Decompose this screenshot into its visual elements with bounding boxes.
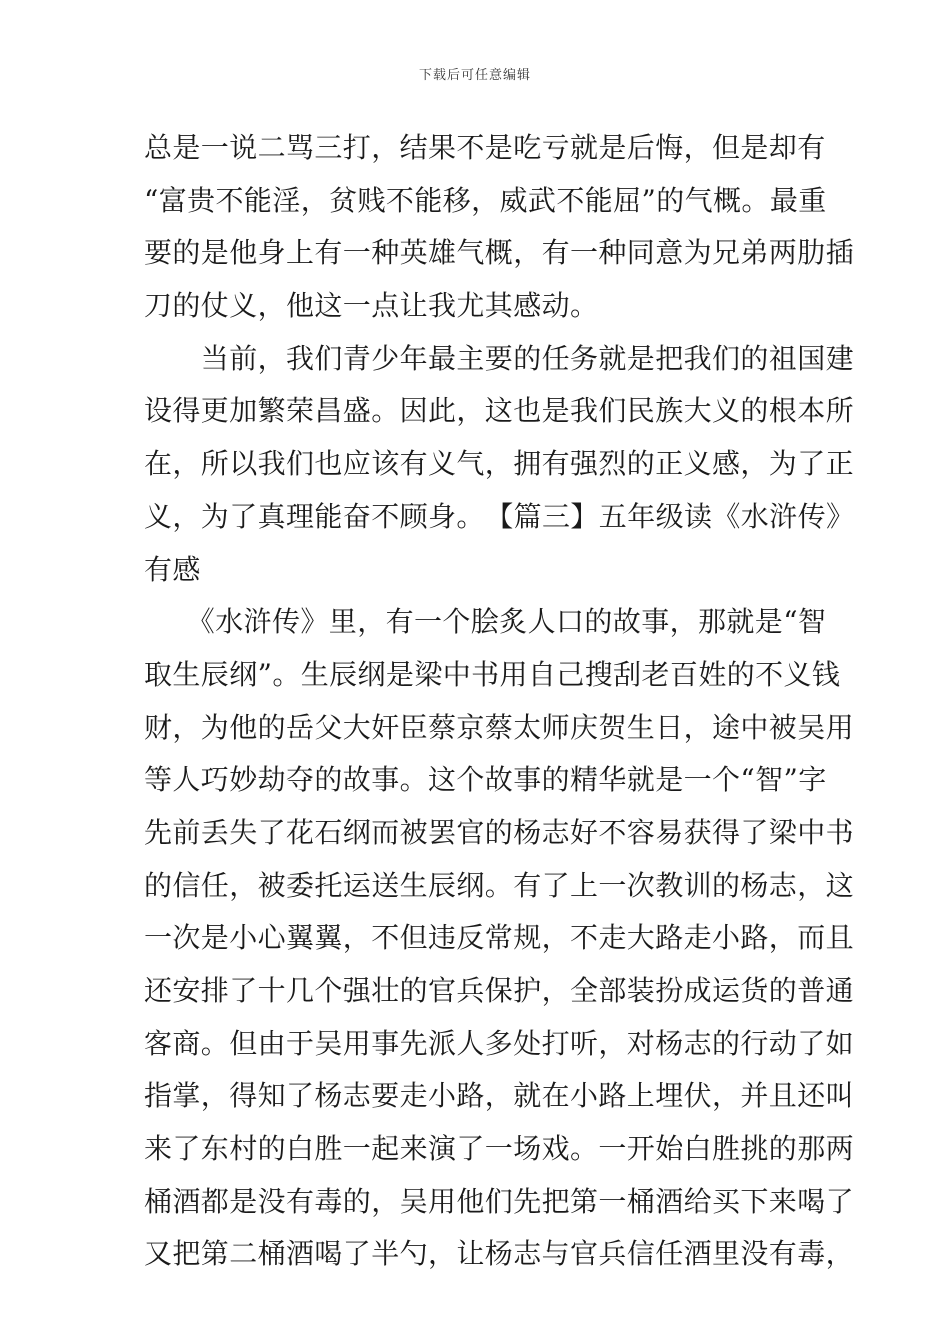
text-line: 桶酒都是没有毒的，吴用他们先把第一桶酒给买下来喝了 bbox=[144, 1184, 855, 1218]
text-line: 先前丢失了花石纲而被罢官的杨志好不容易获得了梁中书 bbox=[144, 815, 855, 849]
text-line: 《水浒传》里，有一个脍炙人口的故事，那就是“智 bbox=[144, 605, 827, 639]
text-line: 财，为他的岳父大奸臣蔡京蔡太师庆贺生日，途中被吴用 bbox=[144, 710, 855, 744]
text-line: 要的是他身上有一种英雄气概，有一种同意为兄弟两肋插 bbox=[144, 236, 855, 270]
text-line: 刀的仗义，他这一点让我尤其感动。 bbox=[144, 289, 599, 323]
text-line: 总是一说二骂三打，结果不是吃亏就是后悔，但是却有 bbox=[144, 131, 826, 164]
text-line: 有感 bbox=[144, 552, 201, 586]
text-line: 来了东村的白胜一起来演了一场戏。一开始白胜挑的那两 bbox=[144, 1132, 855, 1166]
text-line: 还安排了十几个强壮的官兵保护，全部装扮成运货的普通 bbox=[144, 974, 855, 1007]
text-line: 一次是小心翼翼，不但违反常规，不走大路走小路，而且 bbox=[144, 921, 855, 955]
page-header: 下载后可任意编辑 bbox=[418, 68, 531, 83]
text-line: 当前，我们青少年最主要的任务就是把我们的祖国建 bbox=[144, 341, 855, 375]
document-body bbox=[144, 122, 855, 1281]
text-line: “富贵不能淫，贫贱不能移，威武不能屈”的气概。最重 bbox=[144, 183, 827, 217]
text-line: 指掌，得知了杨志要走小路，就在小路上埋伏，并且还叫 bbox=[144, 1079, 855, 1113]
text-line: 义，为了真理能奋不顾身。 【篇三】五年级读《水浒传》 bbox=[144, 499, 855, 533]
text-line: 取生辰纲”。生辰纲是梁中书用自己搜刮老百姓的不义钱 bbox=[144, 657, 841, 691]
text-line: 设得更加繁荣昌盛。因此，这也是我们民族大义的根本所 bbox=[144, 394, 855, 428]
text-line: 客商。但由于吴用事先派人多处打听，对杨志的行动了如 bbox=[144, 1026, 855, 1060]
text-line: 又把第二桶酒喝了半勺，让杨志与官兵信任酒里没有毒， bbox=[144, 1237, 855, 1271]
text-line: 等人巧妙劫夺的故事。这个故事的精华就是一个“智”字 bbox=[144, 763, 827, 797]
text-line: 在，所以我们也应该有义气，拥有强烈的正义感，为了正 bbox=[144, 447, 855, 481]
text-line: 的信任，被委托运送生辰纲。有了上一次教训的杨志，这 bbox=[144, 868, 855, 902]
